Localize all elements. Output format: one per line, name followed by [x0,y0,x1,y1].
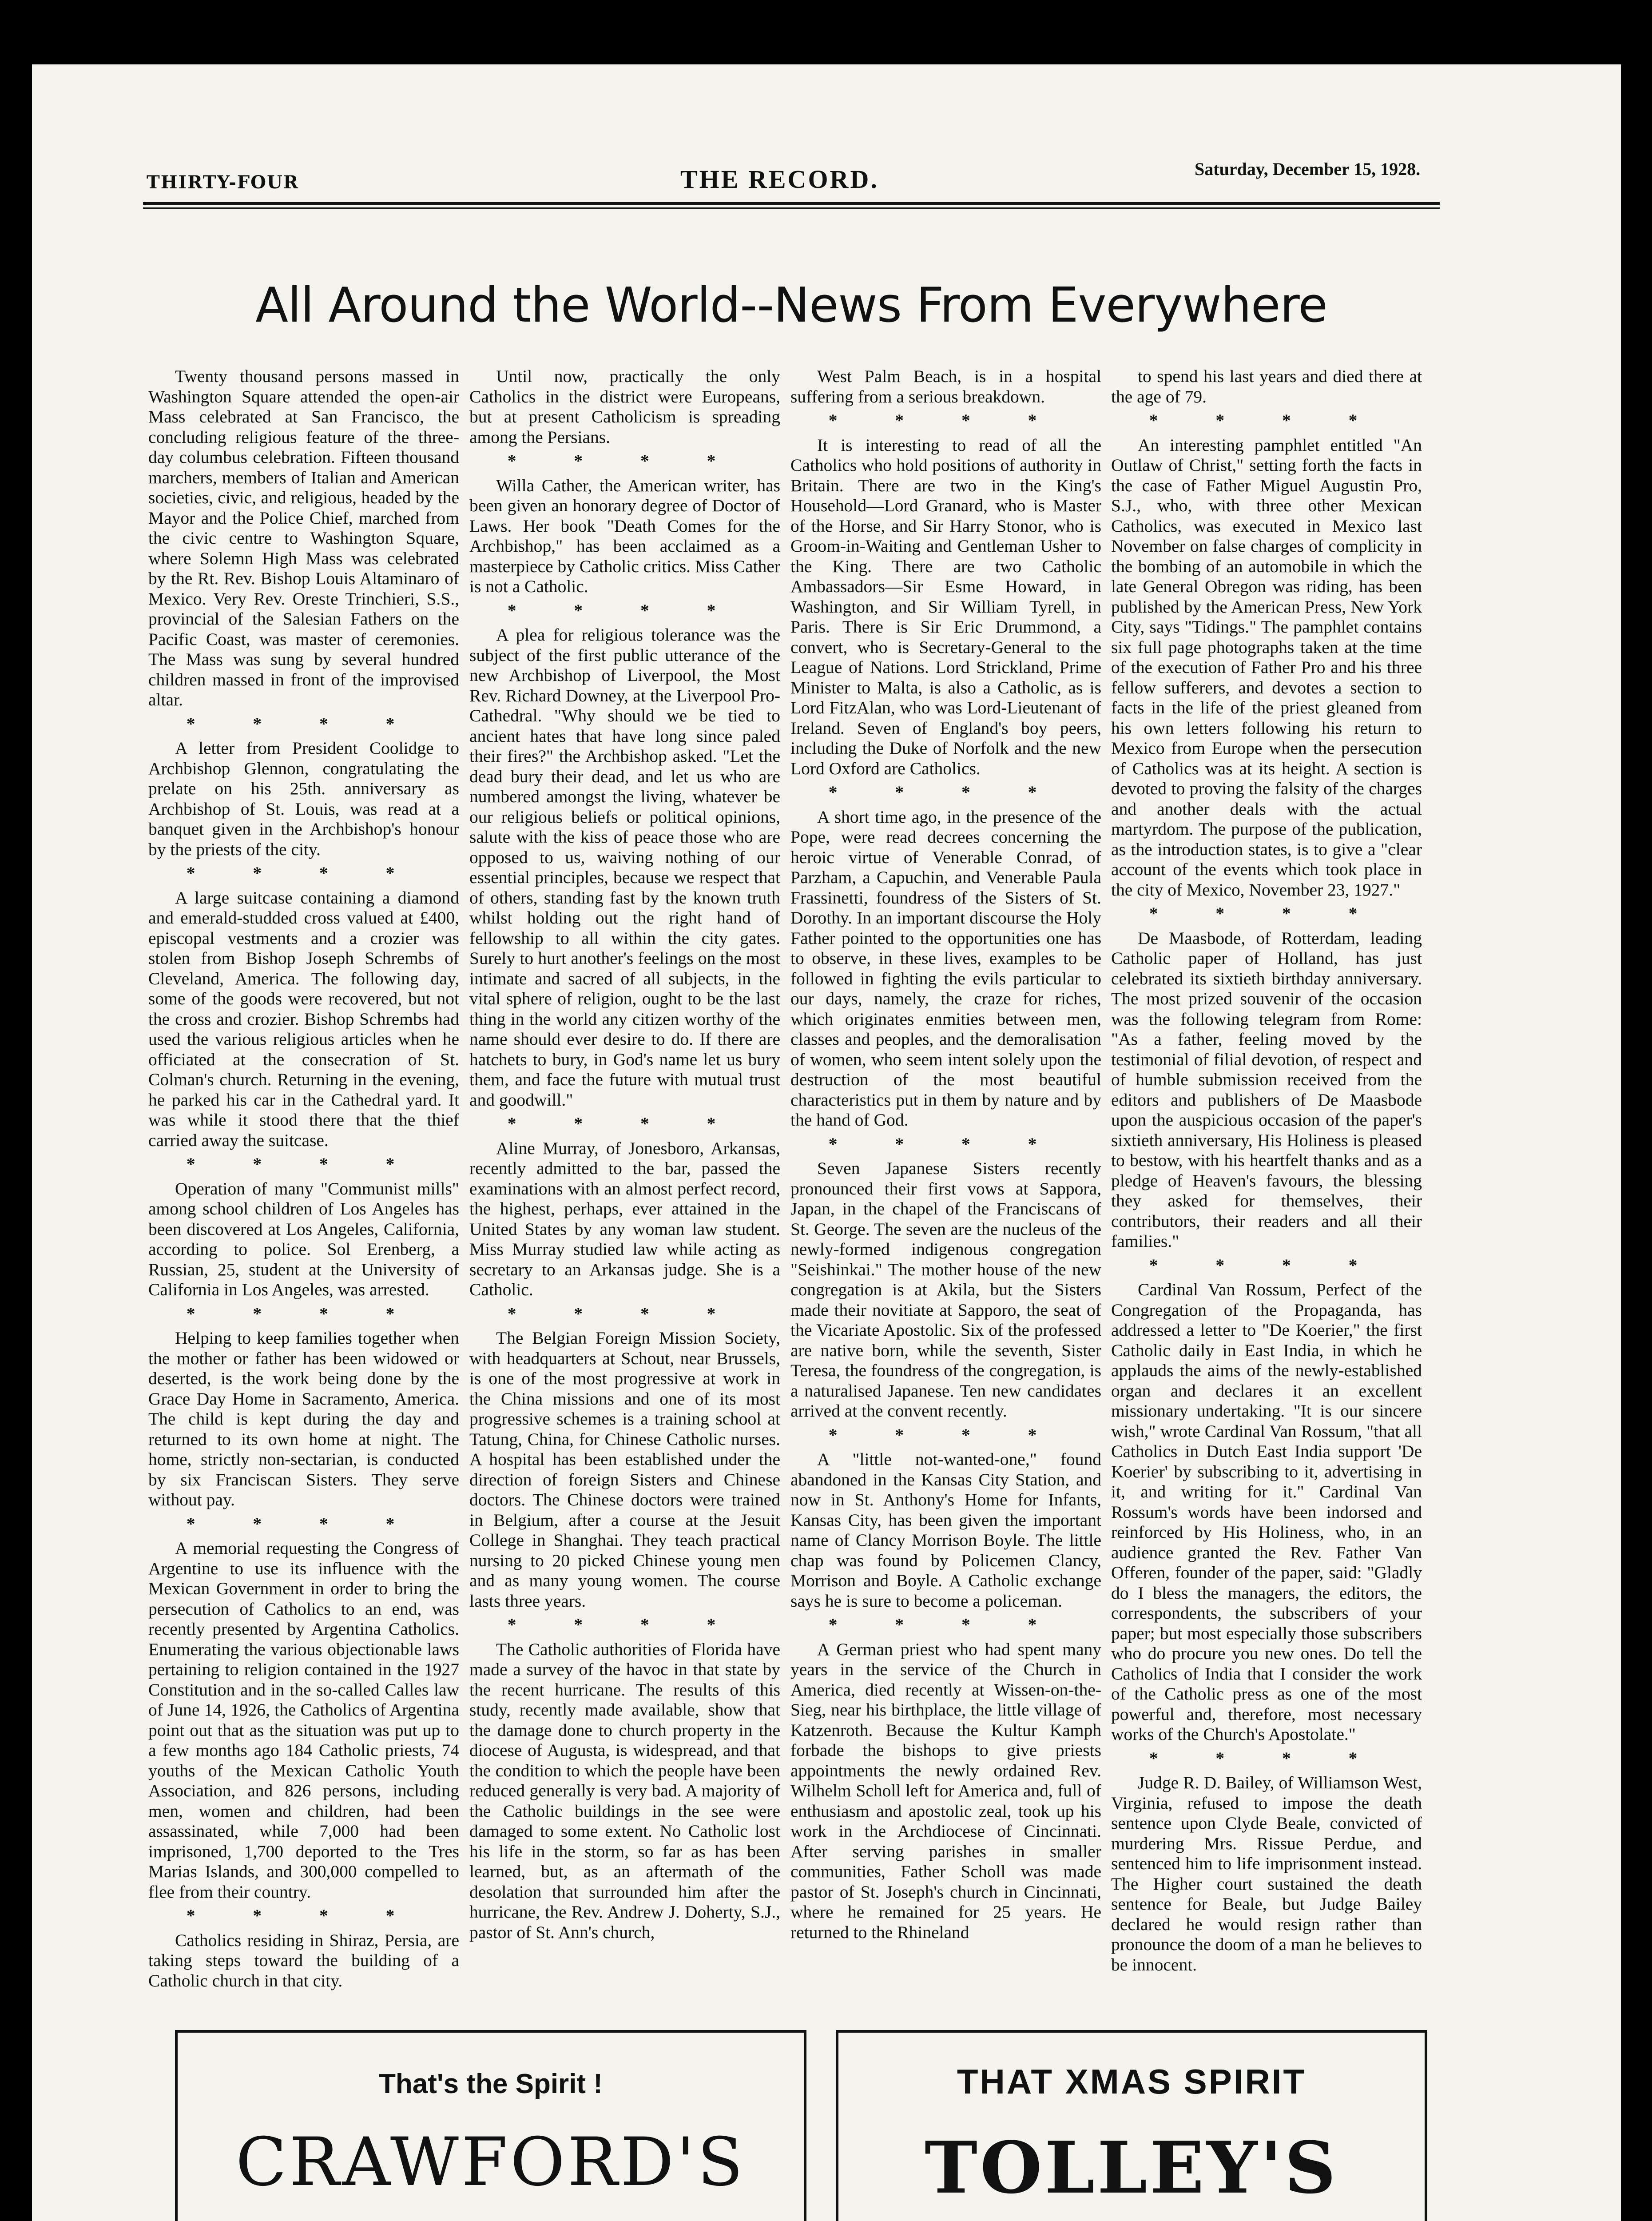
news-item: It is interesting to read of all the Catholics who hold positions of authority in Britain. There are two in the King's Household—Lord Granard, who is Master of the Horse, and Sir Harry Stonor, who is Groom-in-Waiting and Gentleman Usher to the King. There are two Catholic Ambassadors—Sir Esme Howard, in Washington, and Sir William Tyrell, in Paris. There is Sir Eric Drummond, a convert, who is Secretary-General to the League of Nations. Lord Strickland, Prime Minister to Malta, is also a Catholic, as is Lord FitzAlan, who was Lord-Lieutenant of Ireland. Seven of England's boy peers, including the Duke of Norfolk and the new Lord Oxford are Catholics. [790,435,1101,778]
tolleys-brandy-advertisement [836,2030,1427,2221]
section-separator: * * * * [1149,1255,1384,1275]
news-column-4 [1111,366,1422,2019]
section-separator: * * * * [1149,904,1384,923]
news-item: to spend his last years and died there at the age of 79. [1111,366,1422,406]
news-item: A memorial requesting the Congress of Argentine to use its influence with the Mexican Government in order to bring the persecution of Catholics to an end, was recently presented by Argentina Catholics. Enumerating the various objectionable laws pertaining to religion contained in the 1927 Constitution and in the so-called Calles law of June 14, 1926, the Catholics of Argentina point out that as the situation was put up to a few months ago 184 Catholic priests, 74 youths of the Mexican Catholic Youth Association, and 826 persons, including men, women and children, had been assassinated, while 7,000 had been imprisoned, 1,700 deported to the Tres Marias Islands, and 300,000 compelled to flee from their country. [148,1538,459,1902]
news-item: Until now, practically the only Catholics in the district were Europeans, but at present Catholicism is spreading among the Persians. [469,366,780,447]
ad-tagline: THAT XMAS SPIRIT [957,2062,1307,2101]
news-item: The Belgian Foreign Mission Society, with headquarters at Schout, near Brussels, is one of the most progressive at work in the China missions and one of its most progressive schemes is a training school at Tatung, China, for Chinese Catholic nurses. A hospital has been established under the direction of foreign Sisters and Chinese doctors. The Chinese doctors were trained in Belgium, after a course at the Jesuit College in Shanghai. They teach practical nursing to 20 picked Chinese young men and as many young women. The course lasts three years. [469,1328,780,1611]
page-number-label: THIRTY-FOUR [147,172,299,193]
news-item: A plea for religious tolerance was the subject of the first public utterance of the new Archbishop of Liverpool, the Most Rev. Richard Downey, at the Liverpool Pro-Cathedral. "Why should we be tied to ancient hates that have long since paled their fires?" the Archbishop asked. "Let the dead bury their dead, and let us who are numbered amongst the living, whatever be our religious beliefs or political opinions, salute with the kiss of peace those who are opposed to us, waiving nothing of our essential principles, because we respect that of others, standing fast by the known truth whilst holding out the right hand of fellowship to all within the city gates. Surely to hurt another's feelings on the most intimate and sacred of all subjects, in the vital sphere of religion, ought to be the last thing in the world any citizen worthy of the name should ever desire to do. If there are hatchets to bury, in God's name let us bury them, and face the future with mutual trust and goodwill." [469,625,780,1110]
section-separator: * * * * [507,1303,743,1323]
news-item: A short time ago, in the presence of the Pope, were read decrees concerning the heroic virtue of Venerable Conrad, of Parzham, a Capuchin, and Venerable Paula Frassinetti, foundress of the Sisters of St. Dorothy. In an important discourse the Holy Father pointed to the opportunities one has to observe, in these lives, examples to be followed in fighting the evils particular to our days, namely, the craze for riches, which originates enmities between men, classes and peoples, and the demoralisation of women, who seem intent solely upon the destruction of the most beautiful characteristics put in them by nature and by the hand of God. [790,807,1101,1130]
section-separator: * * * * [507,1615,743,1634]
section-separator: * * * * [828,410,1064,430]
section-separator: * * * * [186,863,421,883]
news-column-2 [469,366,780,2019]
news-item: Cardinal Van Rossum, Perfect of the Congregation of the Propaganda, has addressed a letter to "De Koerier," the first Catholic daily in East India, in which he applauds the aims of the newly-established organ and declares it an excellent missionary undertaking. "It is our sincere wish," wrote Cardinal Van Rossum, "that all Catholics in Dutch East India support 'De Koerier' by subscribing to it, advertising in it, and writing for it." Cardinal Van Rossum's words have been indorsed and reinforced by His Holiness, who, in an audience granted the Rev. Father Van Offeren, founder of the paper, said: "Gladly do I bless the managers, the editors, the correspondents, the subscribers of your paper; but most especially those subscribers who do procure you new ones. Do tell the Catholics of India that I consider the work of the Catholic press as one of the most powerful and, therefore, most necessary works of the Church's Apostolate." [1111,1280,1422,1744]
section-separator: * * * * [828,1134,1064,1154]
news-item: A German priest who had spent many years in the service of the Church in America, died recently at Wissen-on-the-Sieg, near his birthplace, the little village of Katzenroth. Because the Kultur Kamph forbade the bishops to give priests appointments the newly ordained Rev. Wilhelm Scholl left for America and, full of enthusiasm and apostolic zeal, took up his work in the Archdiocese of Cincinnati. After serving parishes in smaller communities, Father Scholl was made pastor of St. Joseph's church in Cincinnati, where he remained for 25 years. He returned to the Rhineland [790,1639,1101,1942]
news-column-3 [790,366,1101,2019]
section-separator: * * * * [507,451,743,470]
crawfords-whisky-advertisement [175,2030,806,2221]
section-separator: * * * * [828,1425,1064,1445]
section-separator: * * * * [186,1906,421,1925]
section-separator: * * * * [507,600,743,620]
news-item: Willa Cather, the American writer, has been given an honorary degree of Doctor of Laws. Her book "Death Comes for the Archbishop," has been acclaimed as a masterpiece by Catholic critics. Miss Cather is not a Catholic. [469,475,780,596]
news-item: West Palm Beach, is in a hospital suffering from a serious breakdown. [790,366,1101,406]
page-headline: All Around the World--News From Everywhere [255,278,1327,333]
ad-brand-name: TOLLEY'S [924,2126,1339,2209]
section-separator: * * * * [507,1114,743,1133]
news-item: A large suitcase containing a diamond and emerald-studded cross valued at £400, episcopal vestments and a crozier was stolen from Bishop Joseph Schrembs of Cleveland, America. The following day, some of the goods were recovered, but not the cross and crozier. Bishop Schrembs had used the various religious articles when he officiated at the consecration of St. Colman's church. Returning in the evening, he parked his car in the Cathedral yard. It was while it stood there that the thief carried away the suitcase. [148,888,459,1150]
news-item: Aline Murray, of Jonesboro, Arkansas, recently admitted to the bar, passed the examinations with an almost perfect record, the highest, perhaps, ever attained in the United States by any woman law student. Miss Murray studied law while acting as secretary to an Arkansas judge. She is a Catholic. [469,1138,780,1299]
ad-tagline: That's the Spirit ! [379,2069,603,2099]
news-item: Seven Japanese Sisters recently pronounced their first vows at Sappora, Japan, in the chapel of the Franciscans of St. George. The seven are the nucleus of the newly-formed indigenous congregation "Seishinkai." The mother house of the new congregation is at Akila, but the Sisters made their novitiate at Sapporo, the seat of the Vicariate Apostolic. Six of the professed are native born, while the seventh, Sister Teresa, the foundress of the congregation, is a naturalised Japanese. Ten new candidates arrived at the convent recently. [790,1158,1101,1421]
news-item: Operation of many "Communist mills" among school children of Los Angeles has been discovered at Los Angeles, California, according to police. Sol Erenberg, a Russian, 25, student at the University of California in Los Angeles, was arrested. [148,1178,459,1299]
section-separator: * * * * [828,1615,1064,1634]
news-item: A "little not-wanted-one," found abandoned in the Kansas City Station, and now in St. Anthony's Home for Infants, Kansas City, has been given the important name of Clancy Morrison Boyle. The little chap was found by Policemen Clancy, Morrison and Boyle. A Catholic exchange says he is sure to become a policeman. [790,1449,1101,1611]
news-item: Twenty thousand persons massed in Washington Square attended the open-air Mass celebrated at San Francisco, the concluding religious feature of the three-day columbus celebration. Fifteen thousand marchers, members of Italian and American societies, civic, and religious, headed by the Mayor and the Police Chief, marched from the civic centre to Washington Square, where Solemn High Mass was celebrated by the Rt. Rev. Bishop Louis Altaminaro of Mexico. Very Rev. Oreste Trinchieri, S.S., provincial of the Salesian Fathers on the Pacific Coast, was master of ceremonies. The Mass was sung by several hundred children massed in front of the improvised altar. [148,366,459,709]
news-item: De Maasbode, of Rotterdam, leading Catholic paper of Holland, has just celebrated its sixtieth birthday anniversary. The most prized souvenir of the occasion was the following telegram from Rome: "As a father, feeling moved by the testimonial of filial devotion, of respect and of humble submission received from the editors and publishers of De Maasbode upon the auspicious occasion of the paper's sixtieth anniversary, His Holiness is pleased to bestow, with his heartfelt thanks and as a pledge of Heaven's favours, the blessing they asked for themselves, their contributors, their readers and all their families." [1111,928,1422,1251]
news-item: A letter from President Coolidge to Archbishop Glennon, congratulating the prelate on his 25th. anniversary as Archbishop of St. Louis, was read at a banquet given in the Archbishop's honour by the priests of the city. [148,738,459,859]
section-separator: * * * * [186,1154,421,1174]
news-item: Helping to keep families together when the mother or father has been widowed or deserted, is the work being done by the Grace Day Home in Sacramento, America. The child is kept during the day and returned to its own home at night. The home, strictly non-sectarian, is conducted by six Franciscan Sisters. They serve without pay. [148,1328,459,1509]
news-item: The Catholic authorities of Florida have made a survey of the havoc in that state by the recent hurricane. The results of this study, recently made available, show that the damage done to church property in the diocese of Augusta, is widespread, and that the condition to which the people have been reduced generally is very bad. A majority of the Catholic buildings in the see were damaged to some extent. No Catholic lost his life in the storm, so far as has been learned, but, as an aftermath of the desolation that surrounded him after the hurricane, the Rev. Andrew J. Doherty, S.J., pastor of St. Ann's church, [469,1639,780,1942]
masthead-title: THE RECORD. [680,165,879,194]
ad-brand-name: CRAWFORD'S [235,2124,746,2201]
news-item: An interesting pamphlet entitled "An Outlaw of Christ," setting forth the facts in the case of Father Miguel Augustin Pro, S.J., who, with three other Mexican Catholics, was executed in Mexico last November on false charges of complicity in the bombing of an automobile in which the late General Obregon was riding, has been published by the American Press, New York City, says "Tidings." The pamphlet contains six full page photographs taken at the time of the execution of Father Pro and his three fellow sufferers, and devotes a section to facts in the life of the priest gleaned from his own letters following his return to Mexico from Europe when the persecution of Catholics was at its height. A section is devoted to proving the falsity of the charges and another deals with the actual martyrdom. The purpose of the publication, as the introduction states, is to give a "clear account of the events which took place in the city of Mexico, November 23, 1927." [1111,435,1422,900]
section-separator: * * * * [1149,1748,1384,1768]
header-rule-thick [143,202,1440,205]
news-item: Catholics residing in Shiraz, Persia, are taking steps toward the building of a Catholic church in that city. [148,1930,459,1990]
news-item: Judge R. D. Bailey, of Williamson West, Virginia, refused to impose the death sentence upon Clyde Beale, convicted of murdering Mrs. Rissue Perdue, and sentenced him to life imprisonment instead. The Higher court sustained the death sentence for Beale, but Judge Bailey declared he would resign rather than pronounce the doom of a man he believes to be innocent. [1111,1773,1422,1974]
header-rule-thin [143,207,1440,209]
section-separator: * * * * [1149,410,1384,430]
issue-date: Saturday, December 15, 1928. [1195,159,1421,179]
newspaper-page [32,64,1621,2221]
news-column-1 [148,366,459,2019]
section-separator: * * * * [186,1303,421,1323]
section-separator: * * * * [186,713,421,733]
section-separator: * * * * [828,782,1064,802]
section-separator: * * * * [186,1513,421,1533]
